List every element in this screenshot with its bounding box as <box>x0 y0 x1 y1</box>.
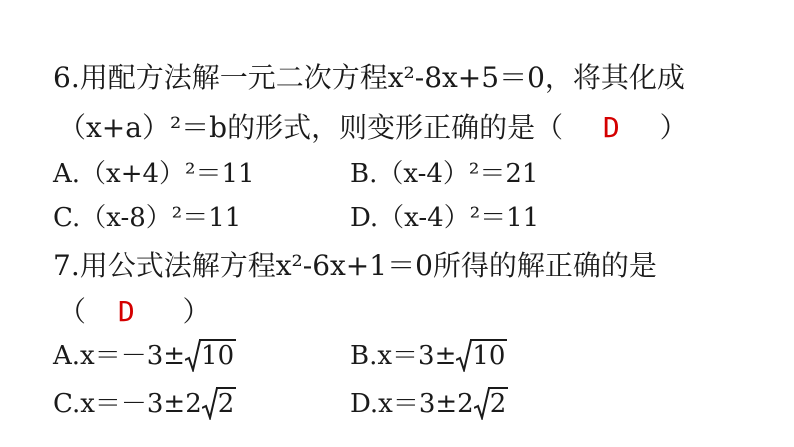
q7-option-b-text: B.x＝3± <box>350 341 457 371</box>
q7-option-d[interactable] <box>350 386 508 422</box>
sqrt-icon <box>456 338 507 374</box>
q6-option-b[interactable]: B.（x-4）²＝21 <box>350 159 539 189</box>
q6-option-d[interactable]: D.（x-4）²＝11 <box>350 203 540 233</box>
q7-option-a-radicand: 10 <box>201 341 235 371</box>
sqrt-icon <box>474 386 509 422</box>
q7-stem-line2 <box>58 292 211 332</box>
q7-answer: D <box>117 295 135 328</box>
q7-option-a-text: A.x＝－3± <box>53 341 186 371</box>
q7-option-a[interactable] <box>53 338 236 374</box>
q7-option-c-radicand: 2 <box>217 389 235 419</box>
q7-option-d-text: D.x＝3±2 <box>350 389 474 419</box>
q7-option-c-text: C.x＝－3±2 <box>53 389 202 419</box>
q6-stem-line1: 6.用配方法解一元二次方程x²-8x+5＝0，将其化成 <box>53 61 685 94</box>
sqrt-icon <box>202 386 237 422</box>
q7-option-b[interactable] <box>350 338 507 374</box>
q6-option-c[interactable]: C.（x-8）²＝11 <box>53 203 242 233</box>
q6-answer: D <box>602 111 620 144</box>
q7-paren-close: ） <box>182 295 211 328</box>
q7-option-b-radicand: 10 <box>472 341 506 371</box>
q7-stem-line1: 7.用公式法解方程x²-6x+1＝0所得的解正确的是 <box>53 249 657 282</box>
q7-option-c[interactable] <box>53 386 236 422</box>
q6-stem-line2-text: （x+a）²＝b的形式，则变形正确的是（ <box>58 111 564 144</box>
q6-stem-line2 <box>58 108 688 148</box>
sqrt-icon <box>185 338 236 374</box>
q6-paren-close: ） <box>659 111 688 144</box>
q7-paren-open: （ <box>58 295 87 328</box>
q7-option-d-radicand: 2 <box>489 389 507 419</box>
q6-option-a[interactable]: A.（x+4）²＝11 <box>53 159 255 189</box>
